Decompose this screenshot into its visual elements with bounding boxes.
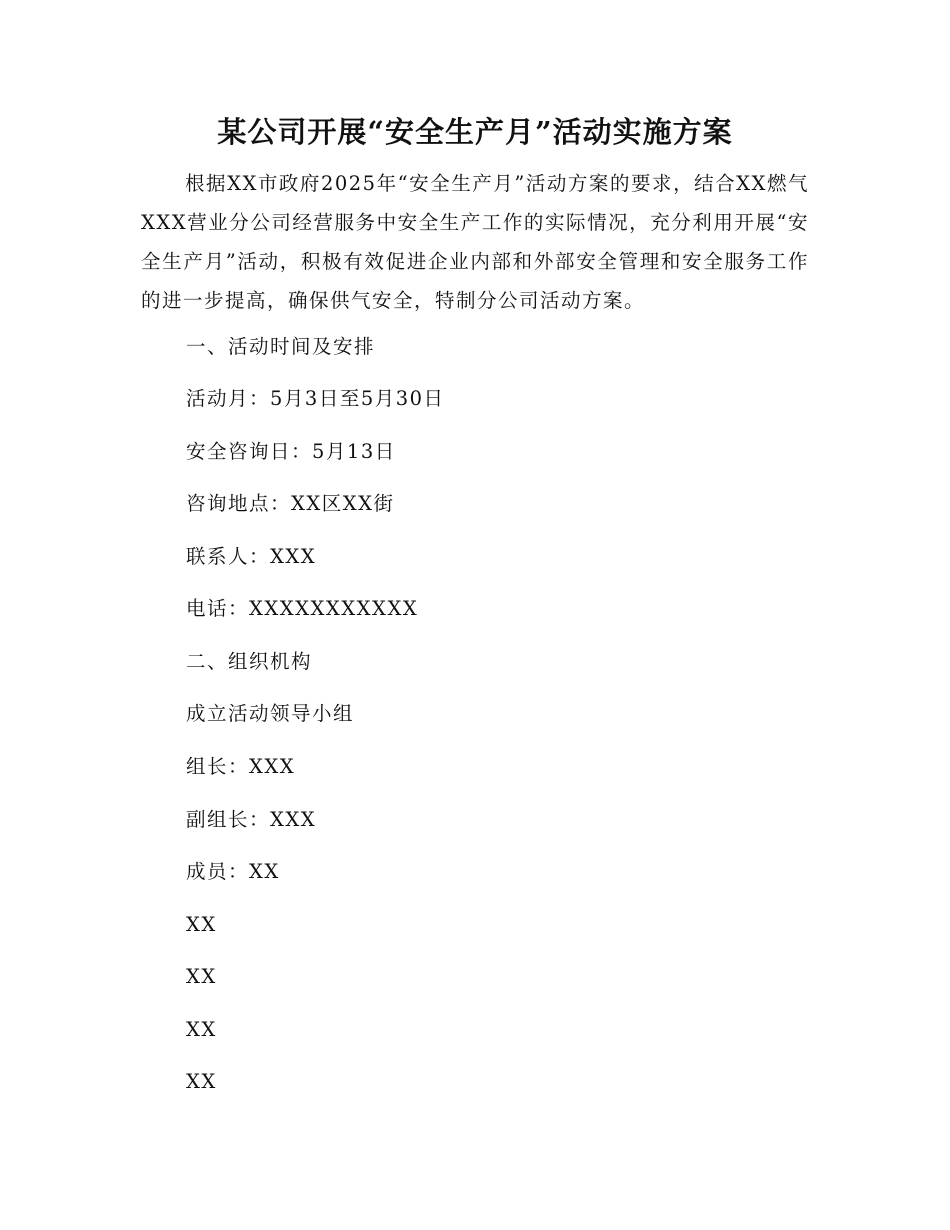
member-item: XX <box>186 913 217 936</box>
member-item: XX <box>186 1018 217 1041</box>
contact-person-line: 联系人：XXX <box>186 545 317 568</box>
phone-line: 电话：XXXXXXXXXXX <box>186 597 419 620</box>
leadership-group-line: 成立活动领导小组 <box>186 702 355 725</box>
deputy-leader-line: 副组长：XXX <box>186 808 317 831</box>
group-leader-line: 组长：XXX <box>186 755 296 778</box>
member-item: XX <box>186 965 217 988</box>
member-item: XX <box>186 1070 217 1093</box>
consultation-day-line: 安全咨询日：5月13日 <box>186 440 396 463</box>
section-heading-schedule: 一、活动时间及安排 <box>186 335 376 358</box>
document-title: 某公司开展“安全生产月”活动实施方案 <box>217 115 733 149</box>
activity-month-line: 活动月：5月3日至5月30日 <box>186 387 445 410</box>
section-heading-organization: 二、组织机构 <box>186 650 313 673</box>
members-line: 成员：XX <box>186 860 280 883</box>
intro-paragraph: 根据XX市政府2025年“安全生产月”活动方案的要求，结合XX燃气XXX营业分公司经营服务中安全生产工作的实际情况，充分利用开展“安全生产月”活动，积极有效促进企业内部和外部安全管理和安全服务工作的进一步提高，确保供气安全，特制分公司活动方案。 <box>141 172 809 312</box>
consultation-location-line: 咨询地点：XX区XX街 <box>186 492 395 515</box>
